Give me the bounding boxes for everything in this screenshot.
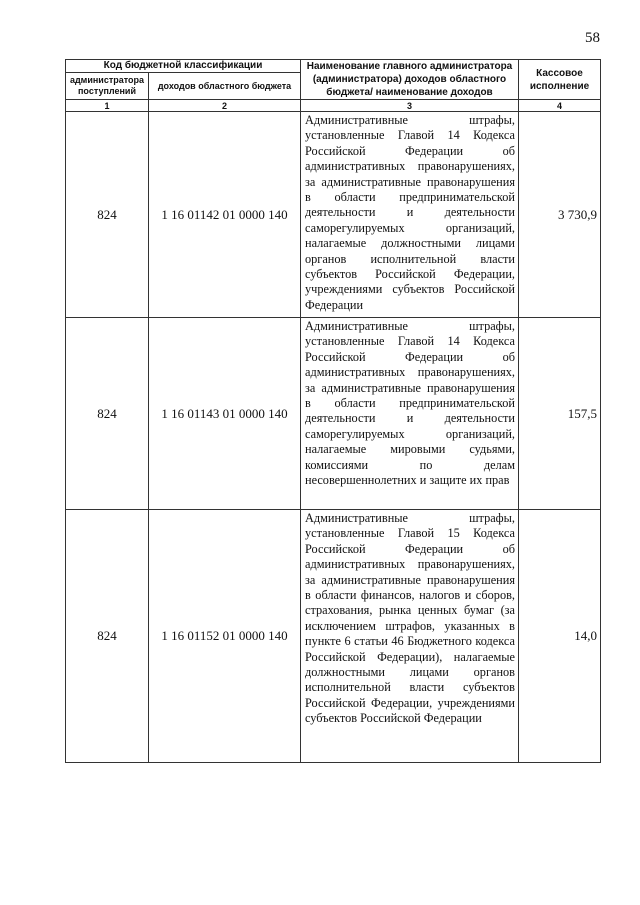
cash-amount: 14,0	[519, 510, 601, 763]
income-code: 1 16 01152 01 0000 140	[149, 510, 301, 763]
header-budget-classification: Код бюджетной классификации	[66, 60, 301, 73]
page-number: 58	[585, 30, 600, 46]
table-row	[66, 318, 601, 510]
table-row	[66, 112, 601, 318]
income-name: Административные штрафы, установленные Главой 14 Кодекса Российской Федерации об административных правонарушениях, за административные правонарушения в области предпринимательской деятельности и деятельности саморегулируемых организаций, налагаемые мировыми судьями, комиссиями по делам несовершеннолетних и защите их прав	[301, 318, 519, 510]
cash-amount: 157,5	[519, 318, 601, 510]
income-code: 1 16 01143 01 0000 140	[149, 318, 301, 510]
admin-code: 824	[66, 510, 149, 763]
income-name: Административные штрафы, установленные Главой 15 Кодекса Российской Федерации об административных правонарушениях, за административные правонарушения в области финансов, налогов и сборов, страхования, рынка ценных бумаг (за исключением штрафов, указанных в пункте 6 статьи 46 Бюджетного кодекса Российской Федерации), налагаемые должностными лицами органов исполнительной власти субъектов Российской Федерации, учреждениями субъектов Российской Федерации	[301, 510, 519, 763]
admin-code: 824	[66, 318, 149, 510]
income-code: 1 16 01142 01 0000 140	[149, 112, 301, 318]
income-name: Административные штрафы, установленные Главой 14 Кодекса Российской Федерации об административных правонарушениях, за административные правонарушения в области предпринимательской деятельности и деятельности саморегулируемых организаций, налагаемые должностными лицами органов исполнительной власти субъектов Российской Федерации, учреждениями субъектов Российской Федерации	[301, 112, 519, 318]
cash-amount: 3 730,9	[519, 112, 601, 318]
header-income: доходов областного бюджета	[149, 73, 301, 100]
column-number-2: 2	[149, 100, 301, 112]
column-number-4: 4	[519, 100, 601, 112]
table-row	[66, 510, 601, 763]
header-name: Наименование главного администратора (администратора) доходов областного бюджета/ наименование доходов	[301, 60, 519, 100]
column-number-1: 1	[66, 100, 149, 112]
admin-code: 824	[66, 112, 149, 318]
column-number-row	[66, 100, 601, 112]
header-cash-execution: Кассовое исполнение	[519, 60, 601, 100]
column-number-3: 3	[301, 100, 519, 112]
header-admin: администратора поступлений	[66, 73, 149, 100]
budget-table	[65, 59, 601, 763]
header-row-1	[66, 60, 601, 73]
